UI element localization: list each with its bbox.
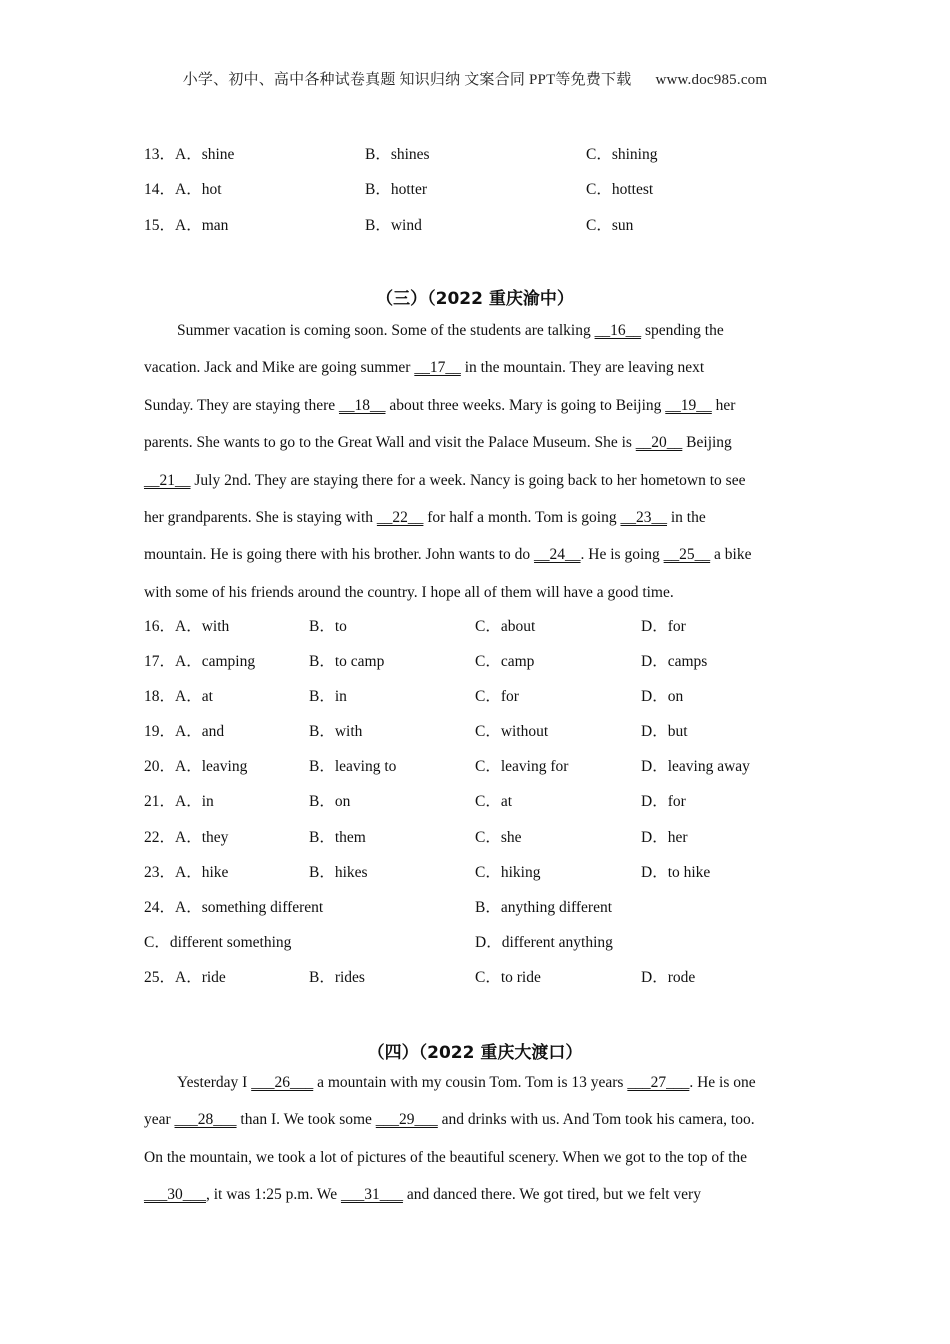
text: year xyxy=(144,1111,175,1129)
text: than I. We took some xyxy=(236,1111,376,1129)
option-c: C．hiking xyxy=(475,864,541,881)
text: vacation. Jack and Mike are going summer xyxy=(144,359,415,377)
section-4-title: （四）（2022 重庆大渡口） xyxy=(367,1043,583,1063)
passage-line xyxy=(144,1064,808,1101)
text: , it was 1:25 p.m. We xyxy=(206,1186,341,1204)
option-b: B．leaving to xyxy=(309,758,397,775)
blank-23: __23__ xyxy=(620,508,667,526)
option-b: B．rides xyxy=(309,969,365,986)
text: Beijing xyxy=(682,434,732,452)
option-c: C．she xyxy=(475,829,522,846)
blank-30: ___30___ xyxy=(144,1186,206,1204)
text: July 2nd. They are staying there for a week. Nancy is going back to her hometown to see xyxy=(190,471,746,489)
passage-line xyxy=(144,536,808,573)
question-18 xyxy=(144,687,684,707)
section-4-passage xyxy=(144,1064,808,1214)
passage-line xyxy=(144,499,808,536)
option-a: A．and xyxy=(175,723,225,740)
question-number: 20． xyxy=(144,758,176,775)
option-d: D．rode xyxy=(641,969,696,986)
question-number: 15． xyxy=(144,217,176,234)
option-b: B．in xyxy=(309,688,347,705)
passage-line xyxy=(144,349,808,386)
text: On the mountain, we took a lot of pictures of the beautiful scenery. When we got to the top of the xyxy=(144,1148,748,1166)
question-19 xyxy=(144,722,688,742)
passage-line xyxy=(144,1101,808,1138)
option-a: A．ride xyxy=(175,969,226,986)
passage-line xyxy=(144,574,808,611)
blank-26: ___26___ xyxy=(251,1074,314,1091)
blank-21: __21__ xyxy=(144,471,191,489)
option-b: B．to xyxy=(309,618,347,635)
blank-17: __17__ xyxy=(414,359,461,377)
option-b: B．to camp xyxy=(309,653,385,670)
option-b: B．hotter xyxy=(365,181,427,198)
option-d: D．to hike xyxy=(641,864,711,881)
text: Yesterday I xyxy=(177,1074,252,1091)
header-text: 小学、初中、高中各种试卷真题 知识归纳 文案合同 PPT等免费下载 xyxy=(182,72,632,88)
option-c: C．leaving for xyxy=(475,758,569,775)
blank-25: __25__ xyxy=(663,546,711,564)
question-number: 22． xyxy=(144,829,176,846)
question-number: 23． xyxy=(144,864,176,881)
text: her grandparents. She is staying with xyxy=(144,508,377,526)
option-c: C．at xyxy=(475,793,513,810)
section-3-title: （三）（2022 重庆渝中） xyxy=(376,289,574,309)
blank-28: ___28___ xyxy=(174,1111,237,1129)
option-a: A．shine xyxy=(175,146,235,163)
text: about three weeks. Mary is going to Beijing xyxy=(385,396,666,414)
option-c: C．for xyxy=(475,688,519,705)
text: Summer vacation is coming soon. Some of the students are talking xyxy=(177,322,595,339)
question-20 xyxy=(144,757,750,777)
blank-31: ___31___ xyxy=(340,1186,403,1204)
option-c: C．shining xyxy=(586,146,658,163)
text: . He is going xyxy=(580,546,664,564)
option-c: C．sun xyxy=(586,217,634,234)
question-number: 25． xyxy=(144,969,176,986)
option-c: C．to ride xyxy=(475,969,541,986)
option-b: B．shines xyxy=(365,146,430,163)
text: with some of his friends around the country. I hope all of them will have a good time. xyxy=(144,583,674,601)
text: Sunday. They are staying there xyxy=(144,396,339,414)
option-d: D．for xyxy=(641,618,686,635)
blank-24: __24__ xyxy=(534,546,581,564)
text: for half a month. Tom is going xyxy=(423,508,621,526)
blank-27: ___27___ xyxy=(627,1074,690,1091)
blank-18: __18__ xyxy=(338,396,386,414)
option-d: D．for xyxy=(641,793,686,810)
passage-line xyxy=(144,312,808,349)
text: spending the xyxy=(641,322,724,339)
option-d: D．but xyxy=(641,723,688,740)
option-d: D．camps xyxy=(641,653,708,670)
page-header xyxy=(0,68,950,89)
option-c: C．without xyxy=(475,723,549,740)
option-b: B．anything different xyxy=(475,899,613,916)
option-d: D．on xyxy=(641,688,684,705)
question-24 xyxy=(144,898,613,918)
option-a: A．camping xyxy=(175,653,256,670)
text: parents. She wants to go to the Great Wall and visit the Palace Museum. She is xyxy=(144,434,636,452)
passage-line xyxy=(144,1139,808,1176)
option-b: B．wind xyxy=(365,217,422,234)
option-b: B．them xyxy=(309,829,366,846)
option-a: A．in xyxy=(175,793,214,810)
option-a: A．hot xyxy=(175,181,222,198)
question-13 xyxy=(144,145,658,165)
option-a: A．something different xyxy=(175,899,324,916)
option-a: A．man xyxy=(175,217,229,234)
question-number: 16． xyxy=(144,618,176,635)
option-d: D．leaving away xyxy=(641,758,750,775)
option-a: A．leaving xyxy=(175,758,248,775)
question-16 xyxy=(144,617,686,637)
option-a: A．at xyxy=(175,688,213,705)
question-number: 18． xyxy=(144,688,176,705)
question-24-row-2 xyxy=(144,933,613,953)
section-3-passage xyxy=(144,312,808,611)
option-d: D．her xyxy=(641,829,688,846)
option-c: C．about xyxy=(475,618,536,635)
question-number: 21． xyxy=(144,793,176,810)
option-c: C．different something xyxy=(144,934,292,951)
text: and drinks with us. And Tom took his camera, too. xyxy=(437,1111,755,1129)
text: a mountain with my cousin Tom. Tom is 13 years xyxy=(313,1074,628,1091)
passage-line xyxy=(144,424,808,461)
question-number: 14． xyxy=(144,181,176,198)
option-a: A．hike xyxy=(175,864,229,881)
question-15 xyxy=(144,216,634,236)
text: in the mountain. They are leaving next xyxy=(460,359,705,377)
question-25 xyxy=(144,968,696,988)
passage-line xyxy=(144,387,808,424)
option-d: D．different anything xyxy=(475,934,613,951)
option-a: A．with xyxy=(175,618,230,635)
question-number: 24． xyxy=(144,899,176,916)
blank-20: __20__ xyxy=(635,434,683,452)
text: and danced there. We got tired, but we felt very xyxy=(402,1186,701,1204)
text: in the xyxy=(667,508,706,526)
option-c: C．camp xyxy=(475,653,535,670)
question-22 xyxy=(144,828,688,848)
option-a: A．they xyxy=(175,829,229,846)
question-number: 13． xyxy=(144,146,176,163)
text: her xyxy=(711,396,736,414)
option-b: B．on xyxy=(309,793,351,810)
option-b: B．hikes xyxy=(309,864,368,881)
question-21 xyxy=(144,792,686,812)
passage-line xyxy=(144,462,808,499)
question-14 xyxy=(144,180,654,200)
question-number: 17． xyxy=(144,653,176,670)
blank-29: ___29___ xyxy=(375,1111,438,1129)
text: a bike xyxy=(710,546,752,564)
blank-22: __22__ xyxy=(376,508,424,526)
question-number: 19． xyxy=(144,723,176,740)
header-site: www.doc985.com xyxy=(655,72,768,88)
option-c: C．hottest xyxy=(586,181,654,198)
question-17 xyxy=(144,652,708,672)
question-23 xyxy=(144,863,711,883)
option-b: B．with xyxy=(309,723,363,740)
text: . He is one xyxy=(689,1074,756,1091)
blank-19: __19__ xyxy=(665,396,712,414)
passage-line xyxy=(144,1176,808,1213)
blank-16: __16__ xyxy=(594,322,642,339)
text: mountain. He is going there with his brother. John wants to do xyxy=(144,546,535,564)
